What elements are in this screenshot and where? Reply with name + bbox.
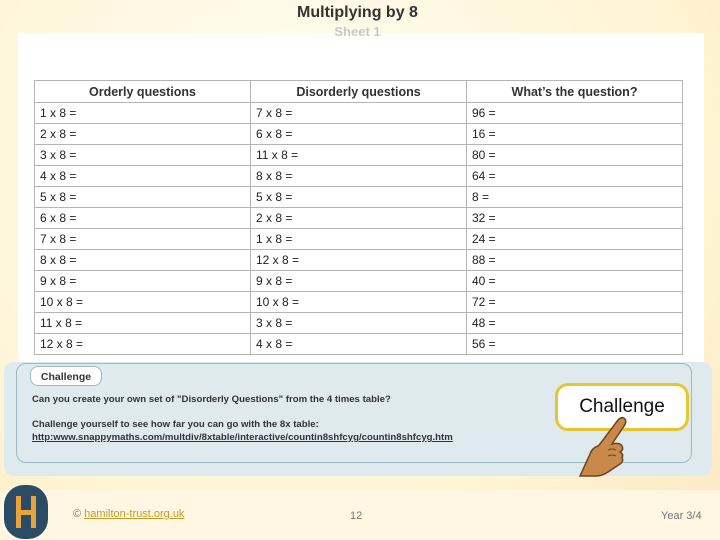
header-disorderly: Disorderly questions bbox=[251, 81, 467, 103]
table-cell: 2 x 8 = bbox=[35, 124, 251, 145]
header-orderly: Orderly questions bbox=[35, 81, 251, 103]
table-cell: 3 x 8 = bbox=[35, 145, 251, 166]
table-cell: 12 x 8 = bbox=[251, 250, 467, 271]
table-row bbox=[35, 145, 683, 166]
worksheet-subtitle: Sheet 1 bbox=[334, 24, 381, 39]
table-cell: 1 x 8 = bbox=[35, 103, 251, 124]
table-row bbox=[35, 187, 683, 208]
challenge-heading: Challenge bbox=[30, 366, 102, 386]
worksheet-title: Multiplying by 8 bbox=[297, 4, 418, 21]
table-cell: 7 x 8 = bbox=[35, 229, 251, 250]
table-cell: 12 x 8 = bbox=[35, 334, 251, 355]
table-cell: 4 x 8 = bbox=[251, 334, 467, 355]
table-cell: 7 x 8 = bbox=[251, 103, 467, 124]
hamilton-logo-icon bbox=[3, 484, 49, 540]
table-cell: 96 = bbox=[467, 103, 683, 124]
table-row bbox=[35, 208, 683, 229]
table-row bbox=[35, 229, 683, 250]
challenge-link[interactable]: http:www.snappymaths.com/multdiv/8xtable/interactive/countin8shfcyg/countin8shfcyg.htm bbox=[32, 432, 453, 443]
table-cell: 9 x 8 = bbox=[35, 271, 251, 292]
challenge-text-1: Can you create your own set of "Disorderly Questions" from the 4 times table? bbox=[32, 394, 391, 405]
challenge-button[interactable]: Challenge bbox=[555, 383, 689, 431]
table-row bbox=[35, 334, 683, 355]
table-cell: 8 = bbox=[467, 187, 683, 208]
table-row bbox=[35, 103, 683, 124]
table-header-row bbox=[35, 81, 683, 103]
table-cell: 24 = bbox=[467, 229, 683, 250]
table-cell: 80 = bbox=[467, 145, 683, 166]
table-row bbox=[35, 124, 683, 145]
table-cell: 8 x 8 = bbox=[35, 250, 251, 271]
table-cell: 11 x 8 = bbox=[251, 145, 467, 166]
table-row bbox=[35, 271, 683, 292]
header-whats-question: What’s the question? bbox=[467, 81, 683, 103]
table-cell: 11 x 8 = bbox=[35, 313, 251, 334]
copyright-text bbox=[73, 508, 184, 520]
table-row bbox=[35, 313, 683, 334]
challenge-text-2: Challenge yourself to see how far you can go with the 8x table: bbox=[32, 419, 319, 430]
table-cell: 5 x 8 = bbox=[251, 187, 467, 208]
multiplication-table bbox=[34, 80, 683, 355]
table-cell: 3 x 8 = bbox=[251, 313, 467, 334]
copyright-link[interactable]: hamilton-trust.org.uk bbox=[84, 508, 185, 520]
table-cell: 16 = bbox=[467, 124, 683, 145]
page-number: 12 bbox=[350, 510, 363, 522]
table-cell: 1 x 8 = bbox=[251, 229, 467, 250]
table-cell: 32 = bbox=[467, 208, 683, 229]
table-cell: 2 x 8 = bbox=[251, 208, 467, 229]
table-cell: 10 x 8 = bbox=[251, 292, 467, 313]
copyright-symbol: © bbox=[73, 508, 82, 520]
table-cell: 10 x 8 = bbox=[35, 292, 251, 313]
table-row bbox=[35, 292, 683, 313]
table-cell: 6 x 8 = bbox=[251, 124, 467, 145]
table-cell: 56 = bbox=[467, 334, 683, 355]
table-cell: 72 = bbox=[467, 292, 683, 313]
table-cell: 5 x 8 = bbox=[35, 187, 251, 208]
table-cell: 8 x 8 = bbox=[251, 166, 467, 187]
table-cell: 48 = bbox=[467, 313, 683, 334]
table-row bbox=[35, 250, 683, 271]
table-cell: 9 x 8 = bbox=[251, 271, 467, 292]
table-cell: 88 = bbox=[467, 250, 683, 271]
table-cell: 6 x 8 = bbox=[35, 208, 251, 229]
pointing-hand-icon bbox=[578, 416, 630, 478]
table-row bbox=[35, 166, 683, 187]
table-cell: 40 = bbox=[467, 271, 683, 292]
table-cell: 4 x 8 = bbox=[35, 166, 251, 187]
year-group: Year 3/4 bbox=[661, 510, 702, 522]
table-cell: 64 = bbox=[467, 166, 683, 187]
